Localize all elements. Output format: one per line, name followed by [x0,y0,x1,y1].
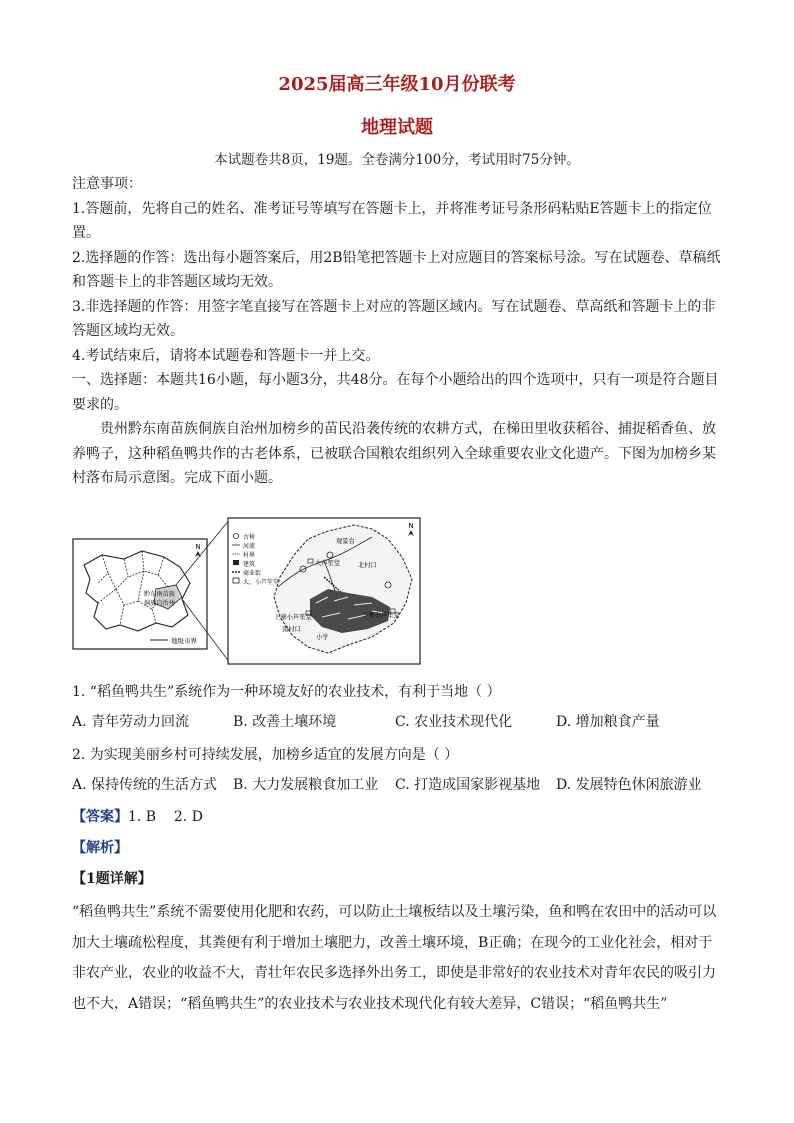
place-label: 小学 [316,634,329,641]
option[interactable]: C. 打造成国家影视基地 [395,777,541,793]
place-label: 下寨小芦笙堂 [362,612,400,619]
village-layout-map [72,517,422,667]
legend-label: 古树 [243,534,256,541]
option[interactable]: C. 农业技术现代化 [395,714,513,730]
place-label: 大芦笙堂 [315,560,341,567]
answer-line [72,805,724,830]
boundary-legend-label: 地级市界 [171,637,197,645]
legend-label: 商业街 [243,570,262,577]
question-2-stem: 2. 为实现美丽乡村可持续发展，加榜乡适宜的发展方向是（ ） [72,747,459,763]
option[interactable]: B. 改善土壤环境 [233,714,337,730]
place-label: 上寨小芦笙堂 [274,614,312,621]
building-legend-icon [233,560,239,565]
note-item: 4.考试结束后，请将本试题卷和答题卡一并上交。 [72,347,380,364]
analysis-label: 【解析】 [72,840,128,856]
region-label: 侗族自治州 [144,600,175,607]
subject-title: 地理试题 [361,117,433,138]
answer-label: 【答案】 [72,809,128,825]
option[interactable]: A. 保持传统的生活方式 [72,777,218,793]
section-heading: 一、选择题：本题共16小题，每小题3分，共48分。在每个小题给出的四个选项中，只有一项是符合题目要求的。 [72,372,719,413]
place-label: 南村口 [282,626,301,633]
note-item: 3.非选择题的作答：用签字笔直接写在答题卡上对应的答题区域内。写在试题卷、草高纸和答题卡上的非答题区域均无效。 [72,298,716,339]
option[interactable]: D. 发展特色休闲旅游业 [556,777,702,793]
question-1-stem: 1. “稻鱼鸭共生”系统作为一种环境友好的农业技术，有利于当地（ ） [72,684,501,700]
question-2-options [72,774,732,798]
notes-section [72,172,724,491]
legend-label: 建筑 [243,561,256,568]
right-north-label: N [408,522,414,530]
passage: 贵州黔东南苗族侗族自治州加榜乡的苗民沿袭传统的农耕方式，在梯田里收获稻谷、捕捉稻香鱼、放养鸭子，这种稻鱼鸭共作的古老体系，已被联合国粮农组织列入全球重要农业文化遗产。下图为加榜乡某村落布局示意图。完成下面小题。 [72,421,716,486]
region-label: 黔东南苗族 [144,591,175,598]
place-label: 北村口 [358,562,377,569]
legend-label: 村界 [243,552,256,559]
left-north-label: N [195,543,201,551]
note-item: 2.选择题的作答：选出每小题答案后，用2B铅笔把答题卡上对应题目的答案标号涂。写在试题卷、草稿纸和答题卡上的非答题区域均无效。 [72,249,721,290]
question-1-options [72,711,732,735]
analysis-text: “稻鱼鸭共生”系统不需要使用化肥和农药，可以防止土壤板结以及土壤污染，鱼和鸭在农田中的活动可以加大土壤疏松程度，其粪便有利于增加土壤肥力，改善土壤环境，B正确；在现今的工业化社会，相对于非农产业，农业的收益不大，青壮年农民多选择外出务工，即使是非常好的农业技术对青年农民的吸引力也不大，A错误；“稻鱼鸭共生”的农业技术与农业技术现代化有较大差异，C错误；“稻鱼鸭共生” [72,904,717,1012]
notes-heading: 注意事项： [72,176,142,192]
detail-label: 【1题详解】 [72,871,152,887]
option[interactable]: A. 青年劳动力回流 [72,714,190,730]
exam-title: 2025届高三年级10月份联考 [278,74,516,95]
exam-info: 本试题卷共8页，19题。全卷满分100分，考试用时75分钟。 [214,152,580,168]
option[interactable]: D. 增加粮食产量 [556,714,660,730]
legend-label: 河流 [243,543,256,550]
answer-text: 1. B 2. D [128,809,203,825]
place-label: 观景台 [336,538,355,545]
option[interactable]: B. 大力发展粮食加工业 [233,777,379,793]
legend-label: 大、小芦笙堂 [243,579,280,586]
note-item: 1.答题前，先将自己的姓名、准考证号等填写在答题卡上，并将准考证号条形码粘贴E答题卡上的指定位置。 [72,200,712,241]
